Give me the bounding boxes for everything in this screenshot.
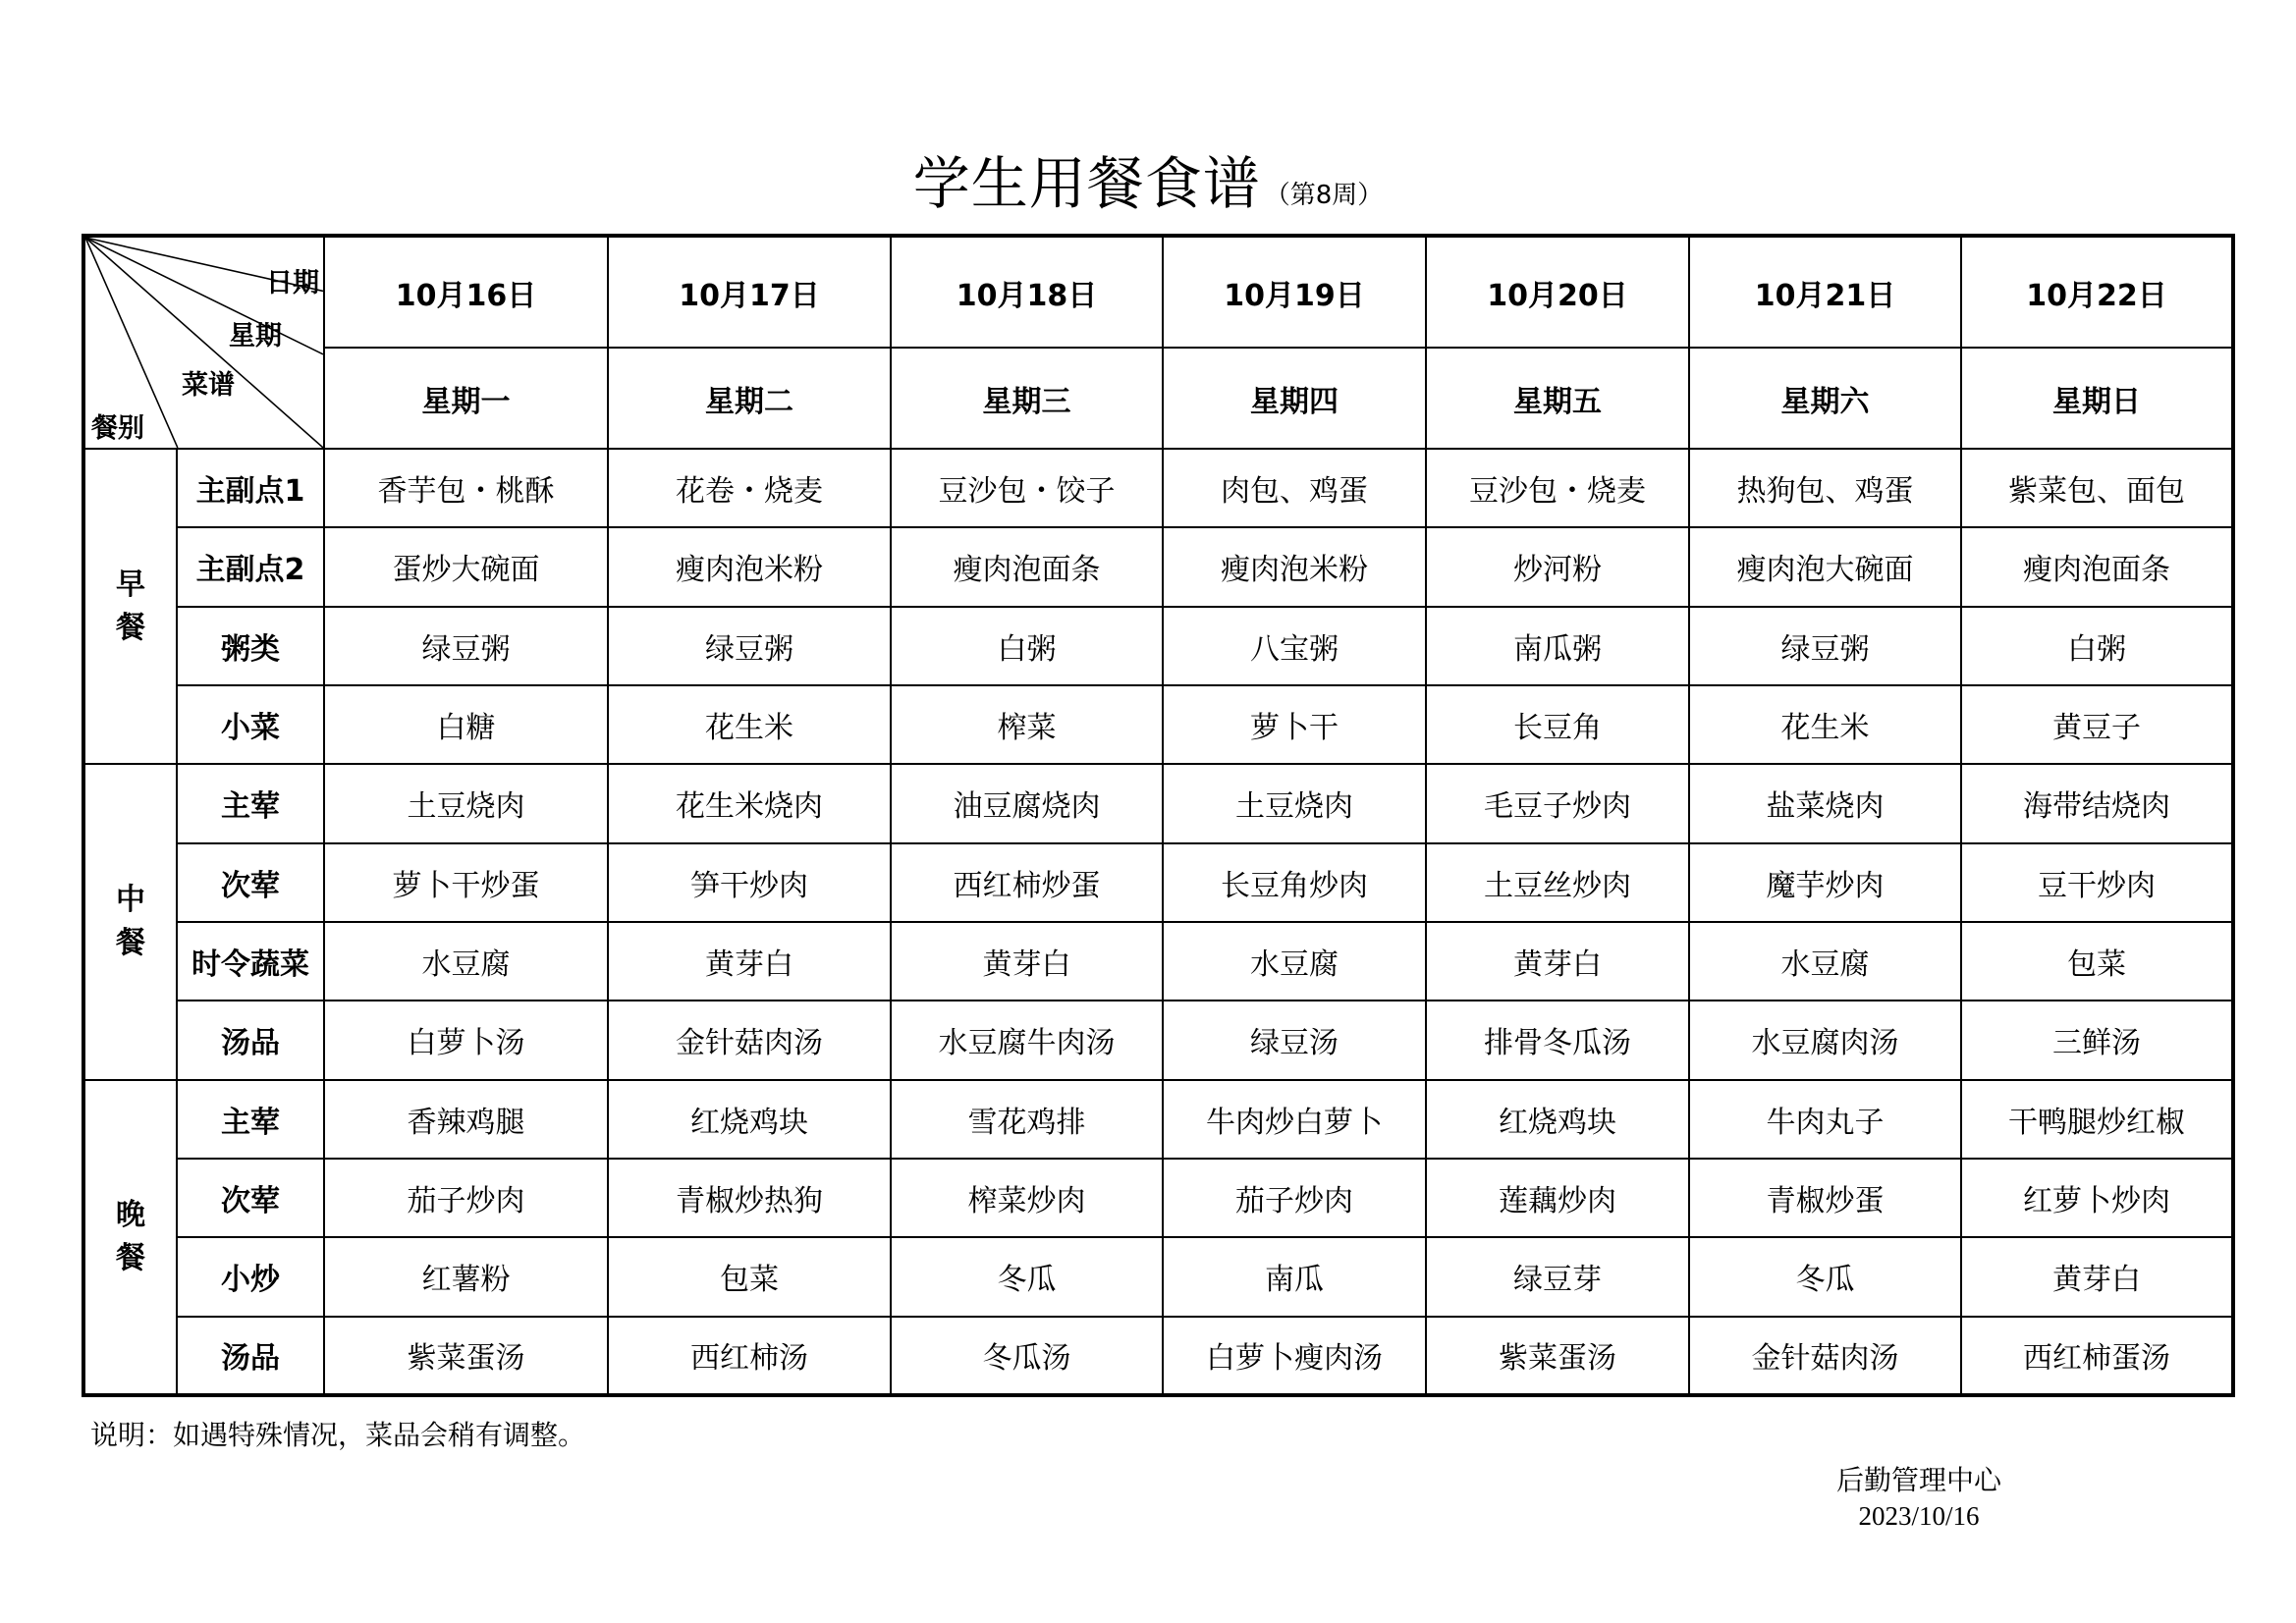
dish-cell: 豆沙包・饺子 xyxy=(891,449,1163,527)
dish-cell: 干鸭腿炒红椒 xyxy=(1961,1080,2233,1159)
dish-cell: 榨菜 xyxy=(891,685,1163,764)
weekday-cell: 星期二 xyxy=(608,348,891,448)
dish-cell: 雪花鸡排 xyxy=(891,1080,1163,1159)
dish-cell: 紫菜蛋汤 xyxy=(1426,1317,1689,1395)
signature-org: 后勤管理中心 xyxy=(1836,1464,2002,1496)
meal-name-char: 早 xyxy=(116,567,145,602)
dish-category-cell: 主副点1 xyxy=(177,449,324,527)
dish-cell: 水豆腐肉汤 xyxy=(1689,1001,1961,1079)
dish-cell: 金针菇肉汤 xyxy=(1689,1317,1961,1395)
dish-cell: 土豆烧肉 xyxy=(324,764,608,842)
dish-cell: 肉包、鸡蛋 xyxy=(1163,449,1426,527)
weekday-cell: 星期三 xyxy=(891,348,1163,448)
dish-cell: 绿豆粥 xyxy=(608,607,891,685)
menu-row xyxy=(83,1159,2233,1237)
dish-cell: 绿豆粥 xyxy=(1689,607,1961,685)
dish-cell: 绿豆汤 xyxy=(1163,1001,1426,1079)
dish-category-cell: 小炒 xyxy=(177,1237,324,1316)
dish-category-cell: 主荤 xyxy=(177,1080,324,1159)
dish-category-cell: 次荤 xyxy=(177,843,324,922)
page-title-wrap xyxy=(0,137,2296,220)
dish-cell: 紫菜包、面包 xyxy=(1961,449,2233,527)
dish-category-cell: 主副点2 xyxy=(177,527,324,606)
date-cell: 10月19日 xyxy=(1163,236,1426,348)
menu-row xyxy=(83,764,2233,842)
date-cell: 10月16日 xyxy=(324,236,608,348)
menu-row xyxy=(83,922,2233,1001)
dish-cell: 紫菜蛋汤 xyxy=(324,1317,608,1395)
menu-row xyxy=(83,449,2233,527)
dish-cell: 瘦肉泡面条 xyxy=(1961,527,2233,606)
dish-cell: 香芋包・桃酥 xyxy=(324,449,608,527)
menu-row xyxy=(83,607,2233,685)
date-cell: 10月22日 xyxy=(1961,236,2233,348)
dish-cell: 排骨冬瓜汤 xyxy=(1426,1001,1689,1079)
meal-name-cell xyxy=(83,1080,177,1395)
dish-cell: 南瓜 xyxy=(1163,1237,1426,1316)
dish-cell: 豆沙包・烧麦 xyxy=(1426,449,1689,527)
dish-cell: 金针菇肉汤 xyxy=(608,1001,891,1079)
dish-cell: 笋干炒肉 xyxy=(608,843,891,922)
dish-cell: 绿豆粥 xyxy=(324,607,608,685)
dish-cell: 榨菜炒肉 xyxy=(891,1159,1163,1237)
dish-category-cell: 汤品 xyxy=(177,1001,324,1079)
dish-cell: 土豆烧肉 xyxy=(1163,764,1426,842)
dish-cell: 油豆腐烧肉 xyxy=(891,764,1163,842)
dish-cell: 花生米 xyxy=(608,685,891,764)
corner-header-cell xyxy=(83,236,324,449)
dish-cell: 黄豆子 xyxy=(1961,685,2233,764)
corner-menu-label: 菜谱 xyxy=(182,370,235,401)
menu-row xyxy=(83,1317,2233,1395)
weekday-cell: 星期四 xyxy=(1163,348,1426,448)
dish-cell: 青椒炒蛋 xyxy=(1689,1159,1961,1237)
menu-row xyxy=(83,1001,2233,1079)
dish-cell: 瘦肉泡面条 xyxy=(891,527,1163,606)
corner-meal-label: 餐别 xyxy=(91,413,144,444)
dish-cell: 炒河粉 xyxy=(1426,527,1689,606)
meal-name-char: 中 xyxy=(116,882,145,917)
dish-category-cell: 汤品 xyxy=(177,1317,324,1395)
dish-cell: 毛豆子炒肉 xyxy=(1426,764,1689,842)
dish-cell: 花生米 xyxy=(1689,685,1961,764)
menu-row xyxy=(83,527,2233,606)
dish-cell: 红萝卜炒肉 xyxy=(1961,1159,2233,1237)
dish-cell: 萝卜干炒蛋 xyxy=(324,843,608,922)
menu-table-body xyxy=(83,236,2233,1395)
dish-cell: 红烧鸡块 xyxy=(608,1080,891,1159)
dish-cell: 西红柿蛋汤 xyxy=(1961,1317,2233,1395)
date-cell: 10月20日 xyxy=(1426,236,1689,348)
weekday-cell: 星期五 xyxy=(1426,348,1689,448)
dish-cell: 水豆腐 xyxy=(1163,922,1426,1001)
menu-note: 说明：如遇特殊情况，菜品会稍有调整。 xyxy=(90,1419,586,1451)
dish-cell: 冬瓜汤 xyxy=(891,1317,1163,1395)
dish-cell: 白糖 xyxy=(324,685,608,764)
dish-cell: 长豆角 xyxy=(1426,685,1689,764)
dish-cell: 黄芽白 xyxy=(608,922,891,1001)
dish-cell: 瘦肉泡米粉 xyxy=(608,527,891,606)
dish-cell: 蛋炒大碗面 xyxy=(324,527,608,606)
dish-category-cell: 时令蔬菜 xyxy=(177,922,324,1001)
dish-cell: 莲藕炒肉 xyxy=(1426,1159,1689,1237)
dish-category-cell: 小菜 xyxy=(177,685,324,764)
weekday-cell: 星期日 xyxy=(1961,348,2233,448)
weekday-cell: 星期一 xyxy=(324,348,608,448)
dish-cell: 茄子炒肉 xyxy=(1163,1159,1426,1237)
dish-cell: 豆干炒肉 xyxy=(1961,843,2233,922)
meal-name-char: 餐 xyxy=(116,1240,145,1275)
dish-cell: 西红柿汤 xyxy=(608,1317,891,1395)
dish-cell: 白萝卜汤 xyxy=(324,1001,608,1079)
meal-name-char: 晚 xyxy=(116,1197,145,1232)
dish-cell: 瘦肉泡大碗面 xyxy=(1689,527,1961,606)
signature-date: 2023/10/16 xyxy=(1858,1501,1980,1531)
page-subtitle: （第8周） xyxy=(1264,181,1384,210)
weekday-header-row xyxy=(83,348,2233,448)
dish-cell: 黄芽白 xyxy=(891,922,1163,1001)
dish-cell: 黄芽白 xyxy=(1961,1237,2233,1316)
dish-cell: 白粥 xyxy=(1961,607,2233,685)
meal-name-cell xyxy=(83,764,177,1079)
dish-cell: 花生米烧肉 xyxy=(608,764,891,842)
dish-cell: 包菜 xyxy=(1961,922,2233,1001)
dish-cell: 瘦肉泡米粉 xyxy=(1163,527,1426,606)
dish-cell: 包菜 xyxy=(608,1237,891,1316)
dish-cell: 白粥 xyxy=(891,607,1163,685)
corner-date-label: 日期 xyxy=(266,268,319,298)
dish-cell: 水豆腐 xyxy=(324,922,608,1001)
dish-cell: 花卷・烧麦 xyxy=(608,449,891,527)
dish-cell: 水豆腐 xyxy=(1689,922,1961,1001)
dish-cell: 水豆腐牛肉汤 xyxy=(891,1001,1163,1079)
date-cell: 10月17日 xyxy=(608,236,891,348)
dish-cell: 萝卜干 xyxy=(1163,685,1426,764)
dish-cell: 红薯粉 xyxy=(324,1237,608,1316)
menu-row xyxy=(83,685,2233,764)
dish-cell: 西红柿炒蛋 xyxy=(891,843,1163,922)
weekday-cell: 星期六 xyxy=(1689,348,1961,448)
dish-cell: 八宝粥 xyxy=(1163,607,1426,685)
dish-category-cell: 次荤 xyxy=(177,1159,324,1237)
corner-week-label: 星期 xyxy=(229,321,282,352)
dish-cell: 绿豆芽 xyxy=(1426,1237,1689,1316)
menu-row xyxy=(83,1237,2233,1316)
dish-cell: 冬瓜 xyxy=(1689,1237,1961,1316)
menu-row xyxy=(83,843,2233,922)
menu-row xyxy=(83,1080,2233,1159)
signature-block xyxy=(1836,1463,2001,1534)
dish-cell: 牛肉丸子 xyxy=(1689,1080,1961,1159)
dish-cell: 青椒炒热狗 xyxy=(608,1159,891,1237)
dish-cell: 香辣鸡腿 xyxy=(324,1080,608,1159)
dish-cell: 牛肉炒白萝卜 xyxy=(1163,1080,1426,1159)
dish-cell: 黄芽白 xyxy=(1426,922,1689,1001)
dish-category-cell: 粥类 xyxy=(177,607,324,685)
dish-cell: 长豆角炒肉 xyxy=(1163,843,1426,922)
dish-cell: 海带结烧肉 xyxy=(1961,764,2233,842)
dish-cell: 冬瓜 xyxy=(891,1237,1163,1316)
date-header-row xyxy=(83,236,2233,348)
page-title: 学生用餐食谱 xyxy=(912,150,1261,217)
dish-cell: 三鲜汤 xyxy=(1961,1001,2233,1079)
meal-name-char: 餐 xyxy=(116,610,145,645)
dish-cell: 红烧鸡块 xyxy=(1426,1080,1689,1159)
menu-table xyxy=(82,234,2235,1397)
date-cell: 10月21日 xyxy=(1689,236,1961,348)
dish-cell: 南瓜粥 xyxy=(1426,607,1689,685)
dish-cell: 魔芋炒肉 xyxy=(1689,843,1961,922)
dish-cell: 土豆丝炒肉 xyxy=(1426,843,1689,922)
dish-cell: 热狗包、鸡蛋 xyxy=(1689,449,1961,527)
date-cell: 10月18日 xyxy=(891,236,1163,348)
dish-category-cell: 主荤 xyxy=(177,764,324,842)
dish-cell: 白萝卜瘦肉汤 xyxy=(1163,1317,1426,1395)
dish-cell: 盐菜烧肉 xyxy=(1689,764,1961,842)
meal-name-char: 餐 xyxy=(116,925,145,960)
dish-cell: 茄子炒肉 xyxy=(324,1159,608,1237)
meal-name-cell xyxy=(83,449,177,764)
